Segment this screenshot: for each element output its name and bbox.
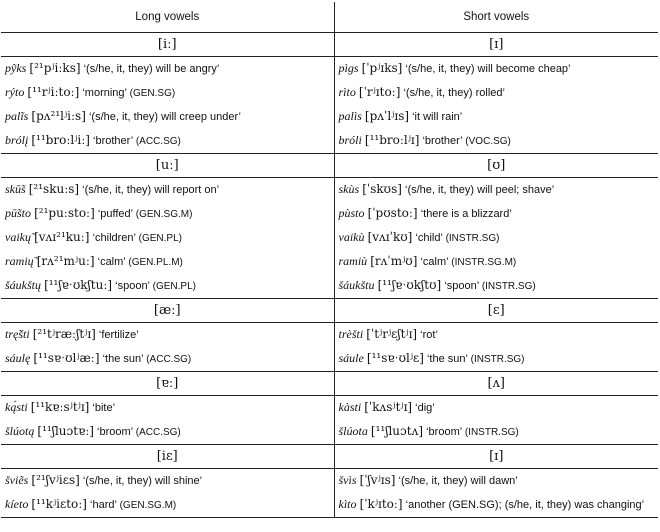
word: šáukštų (5, 278, 41, 292)
short-vowel-entry (334, 469, 658, 494)
table-row (1, 469, 658, 494)
table-row (1, 396, 658, 421)
ipa-transcription: [ˈkʲɪtoː] (359, 497, 403, 511)
ipa-transcription: [vʌɪ²¹kuː] (34, 230, 90, 244)
ipa-transcription: [¹¹ʃluɔtʌ] (370, 424, 424, 438)
vowel-comparison-table (1, 2, 658, 518)
ipa-transcription: [¹¹rʲiːtoː] (27, 85, 80, 99)
short-vowel-symbol: [ʊ] (334, 154, 658, 178)
ipa-transcription: [ˈkʌsʲtʲɪ] (364, 400, 413, 414)
grammar-label: (INSTR.SG) (470, 354, 525, 365)
short-vowel-entry (334, 81, 658, 105)
gloss: ‘(s/he, it, they) will dawn’ (398, 475, 518, 487)
ipa-transcription: [ˈʃvʲɪs] (359, 473, 396, 487)
ipa-transcription: [ˈtʲrʲɛʃtʲɪ] (366, 327, 418, 341)
gloss: ‘another (GEN.SG); (s/he, it, they) was changing’ (405, 499, 645, 511)
vowel-header-row (1, 299, 658, 323)
word: kàsti (338, 400, 362, 414)
ipa-transcription: [¹¹sɐˑʊlʲæː] (33, 351, 100, 365)
table-row (1, 129, 658, 154)
grammar-label: (VOC.SG) (465, 136, 511, 147)
word: pùsto (338, 206, 365, 220)
word: sáule (338, 351, 364, 365)
word: trèšti (338, 327, 364, 341)
ipa-transcription: [¹¹broːlʲɪ] (364, 133, 420, 147)
short-vowel-entry (334, 105, 658, 129)
long-vowel-entry (1, 57, 334, 82)
word: skū̃s (5, 182, 26, 196)
ipa-transcription: [¹¹sɐˑʊlʲɛ] (366, 351, 424, 365)
gloss: ‘(s/he, it, they) will be angry’ (83, 63, 220, 75)
long-vowel-symbol: [æː] (1, 299, 334, 323)
ipa-transcription: [²¹tʲræːʃtʲɪ] (32, 327, 96, 341)
gloss: ‘rot’ (420, 329, 438, 341)
gloss: ‘broom’ (97, 426, 133, 438)
ipa-transcription: [²¹pʲiːks] (29, 61, 81, 75)
gloss: ‘brother’ (93, 135, 133, 147)
word: ramiù (338, 254, 368, 268)
short-vowel-entry (334, 274, 658, 299)
word: kíeto (5, 497, 29, 511)
gloss: ‘calm’ (97, 256, 126, 268)
table-row (1, 274, 658, 299)
vowel-header-row (1, 445, 658, 469)
gloss: ‘hard’ (90, 499, 117, 511)
gloss: ‘there is a blizzard’ (420, 208, 512, 220)
word: trę̃šti (5, 327, 30, 341)
word: pỹks (5, 61, 27, 75)
long-vowel-entry (1, 493, 334, 518)
grammar-label: (ACC.SG) (135, 427, 181, 438)
short-vowel-symbol: [ɪ] (334, 33, 658, 57)
word: rýto (5, 85, 25, 99)
word: ramių̃ (5, 254, 34, 268)
vowel-header-row (1, 33, 658, 57)
table-row (1, 347, 658, 372)
word: vaikù (338, 230, 365, 244)
ipa-transcription: [²¹ʃvʲiɛs] (31, 473, 80, 487)
table-row (1, 105, 658, 129)
ipa-transcription: [¹¹kɐːsʲtʲɪ] (30, 400, 90, 414)
gloss: ‘spoon’ (115, 280, 150, 292)
word: šlúota (338, 424, 368, 438)
grammar-label: (GEN.SG.M) (119, 500, 177, 511)
gloss: ‘(s/he, it, they) will shine’ (82, 475, 203, 487)
short-vowel-entry (334, 323, 658, 348)
long-vowel-entry (1, 178, 334, 203)
ipa-transcription: [ˈpʊstoː] (367, 206, 418, 220)
short-vowel-symbol: [ɛ] (334, 299, 658, 323)
short-vowel-entry (334, 420, 658, 445)
short-vowel-entry (334, 129, 658, 154)
ipa-transcription: [¹¹ʃɐˑʊkʃtuː] (44, 278, 113, 292)
word: skùs (338, 182, 360, 196)
ipa-transcription: [ˈpʲɪks] (361, 61, 403, 75)
table-row (1, 493, 658, 518)
short-vowel-entry (334, 226, 658, 250)
ipa-transcription: [¹¹broːlʲiː] (31, 133, 90, 147)
ipa-transcription: [vʌɪˈkʊ] (367, 230, 413, 244)
table-row (1, 226, 658, 250)
grammar-label: (INSTR.SG) (445, 233, 500, 244)
grammar-label: (GEN.PL) (138, 233, 182, 244)
short-vowel-symbol: [ɪ] (334, 445, 658, 469)
short-vowel-symbol: [ʌ] (334, 372, 658, 396)
word: kìto (338, 497, 357, 511)
gloss: ‘spoon’ (444, 280, 479, 292)
ipa-transcription: [¹¹ʃluɔtɐː] (37, 424, 94, 438)
word: ką́sti (5, 400, 28, 414)
table-row (1, 202, 658, 226)
ipa-transcription: [pʌ²¹lʲiːs] (31, 109, 86, 123)
long-vowel-entry (1, 420, 334, 445)
grammar-label: (GEN.SG) (129, 88, 176, 99)
gloss: ‘(s/he, it, they) will become cheap’ (405, 63, 571, 75)
grammar-label: (INSTR.SG) (464, 427, 519, 438)
long-vowel-symbol: [iː] (1, 33, 334, 57)
short-vowel-entry (334, 250, 658, 274)
word: šáukštu (338, 278, 375, 292)
long-vowel-entry (1, 323, 334, 348)
gloss: ‘the sun’ (426, 353, 468, 365)
short-vowel-entry (334, 493, 658, 518)
word: sáulę (5, 351, 31, 365)
grammar-label: (ACC.SG) (146, 354, 192, 365)
header-long-vowels: Long vowels (1, 2, 334, 33)
word: rìto (338, 85, 356, 99)
word: pū̃sto (5, 206, 32, 220)
ipa-transcription: [pʌˈlʲɪs] (364, 109, 410, 123)
short-vowel-entry (334, 57, 658, 82)
grammar-label: (INSTR.SG.M) (451, 257, 517, 268)
long-vowel-symbol: [iɛ] (1, 445, 334, 469)
long-vowel-entry (1, 81, 334, 105)
ipa-transcription: [²¹skuːs] (28, 182, 80, 196)
word: vaikų̃ (5, 230, 31, 244)
gloss: ‘it will rain’ (412, 111, 463, 123)
gloss: ‘bite’ (92, 402, 116, 414)
grammar-label: (GEN.PL.M) (128, 257, 183, 268)
gloss: ‘puffed’ (97, 208, 133, 220)
long-vowel-entry (1, 105, 334, 129)
gloss: ‘brother’ (422, 135, 463, 147)
gloss: ‘calm’ (420, 256, 449, 268)
word: pìgs (338, 61, 359, 75)
long-vowel-entry (1, 129, 334, 154)
grammar-label: (GEN.SG.M) (135, 209, 193, 220)
table-row (1, 57, 658, 82)
table-row (1, 178, 658, 203)
ipa-transcription: [rʌˈmʲʊ] (370, 254, 418, 268)
vowel-header-row (1, 154, 658, 178)
table-row (1, 81, 658, 105)
table-row (1, 250, 658, 274)
long-vowel-entry (1, 202, 334, 226)
word: šlúotą (5, 424, 35, 438)
long-vowel-entry (1, 347, 334, 372)
word: palĩs (5, 109, 29, 123)
short-vowel-entry (334, 347, 658, 372)
header-row (1, 2, 658, 33)
header-short-vowels: Short vowels (334, 2, 658, 33)
short-vowel-entry (334, 396, 658, 421)
ipa-transcription: [ˈrʲɪtoː] (358, 85, 401, 99)
table-row (1, 420, 658, 445)
table-body (1, 2, 658, 518)
ipa-transcription: [ˈskʊs] (362, 182, 402, 196)
long-vowel-entry (1, 274, 334, 299)
word: šviẽs (5, 473, 29, 487)
ipa-transcription: [¹¹ʃɐˑʊkʃtʊ] (377, 278, 442, 292)
gloss: ‘child’ (415, 232, 443, 244)
ipa-transcription: [²¹puːstoː] (34, 206, 95, 220)
gloss: ‘(s/he, it, they) rolled’ (403, 87, 505, 99)
long-vowel-symbol: [ɐː] (1, 372, 334, 396)
long-vowel-symbol: [uː] (1, 154, 334, 178)
gloss: ‘(s/he, it, they) will report on’ (82, 184, 220, 196)
vowel-header-row (1, 372, 658, 396)
word: švìs (338, 473, 357, 487)
gloss: ‘morning’ (82, 87, 127, 99)
grammar-label: (ACC.SG) (135, 136, 181, 147)
long-vowel-entry (1, 226, 334, 250)
grammar-label: (GEN.PL) (152, 281, 196, 292)
table-row (1, 323, 658, 348)
gloss: ‘dig’ (415, 402, 435, 414)
long-vowel-entry (1, 396, 334, 421)
grammar-label: (INSTR.SG) (481, 281, 536, 292)
gloss: ‘(s/he, it, they) will peel; shave’ (405, 184, 555, 196)
gloss: ‘broom’ (426, 426, 462, 438)
gloss: ‘the sun’ (102, 353, 144, 365)
short-vowel-entry (334, 202, 658, 226)
gloss: ‘children’ (92, 232, 136, 244)
gloss: ‘(s/he, it, they) will creep under’ (88, 111, 241, 123)
long-vowel-entry (1, 250, 334, 274)
ipa-transcription: [¹¹kʲiɛtoː] (31, 497, 87, 511)
long-vowel-entry (1, 469, 334, 494)
word: brólį (5, 133, 29, 147)
ipa-transcription: [rʌ²¹mʲuː] (36, 254, 95, 268)
gloss: ‘fertilize’ (98, 329, 139, 341)
word: palìs (338, 109, 362, 123)
word: bróli (338, 133, 362, 147)
short-vowel-entry (334, 178, 658, 203)
